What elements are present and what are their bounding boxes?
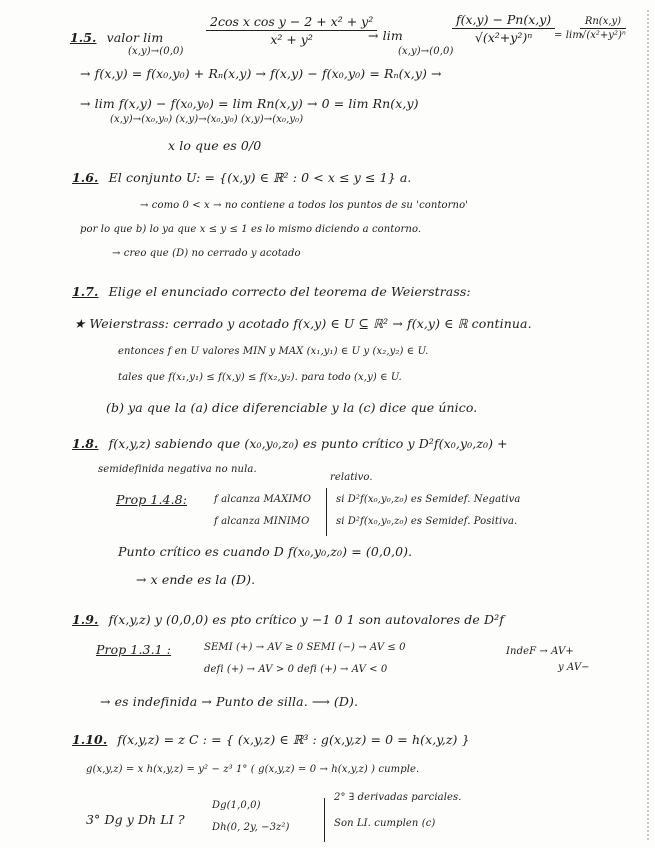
text-line: ★ Weierstrass: cerrado y acotado f(x,y) ∈ U ⊆ ℝ² → f(x,y) ∈ ℝ continua. [74, 316, 532, 331]
text-line: SEMI (+) → AV ≥ 0 SEMI (−) → AV ≤ 0 [204, 642, 406, 653]
text: valor lim [106, 30, 164, 45]
text-line: si D²f(x₀,y₀,z₀) es Semidef. Positiva. [336, 516, 518, 527]
text-line: → f(x,y) = f(x₀,y₀) + Rₙ(x,y) → f(x,y) − f(x₀,y₀) = Rₙ(x,y) → [80, 66, 442, 81]
fraction-denominator: x² + y² [270, 32, 313, 47]
page-edge-marks [643, 10, 649, 840]
text: El conjunto U: = {(x,y) ∈ ℝ² : 0 < x ≤ y ≤ 1} a. [108, 170, 412, 185]
text: f(x,y,z) = z C : = { (x,y,z) ∈ ℝ³ : g(x,y,z) = 0 = h(x,y,z) } [117, 732, 470, 747]
text-line: IndeF → AV+ [506, 646, 574, 657]
exercise-number: 1.9. [72, 612, 99, 627]
exercise-number: 1.6. [72, 170, 99, 185]
text-line: → lim f(x,y) − f(x₀,y₀) = lim Rn(x,y) → 0 = lim Rn(x,y) [80, 96, 419, 111]
annotation: relativo. [330, 472, 373, 483]
limit-arrow: → lim [368, 28, 403, 43]
brace-divider [326, 488, 331, 536]
exercise-1-10-line [72, 732, 470, 747]
exercise-1-5-line [70, 30, 163, 45]
fraction-3 [580, 16, 626, 41]
fraction-numerator: f(x,y) − Pn(x,y) [452, 12, 555, 29]
text: f(x,y,z) sabiendo que (x₀,y₀,z₀) es punto crítico y D²f(x₀,y₀,z₀) + [108, 436, 508, 451]
text-line: f alcanza MINIMO [214, 516, 310, 527]
prop-reference [96, 642, 171, 657]
text-line: si D²f(x₀,y₀,z₀) es Semidef. Negativa [336, 494, 521, 505]
fraction-1 [206, 14, 377, 47]
fraction-2 [452, 12, 555, 45]
exercise-1-8-line [72, 436, 508, 451]
text-line: 2° ∃ derivadas parciales. [334, 792, 462, 803]
text-line: Son LI. cumplen (c) [334, 818, 436, 829]
exercise-number: 1.8. [72, 436, 99, 451]
text: f(x,y,z) y (0,0,0) es pto crítico y −1 0 1 son autovalores de D²f [108, 612, 504, 627]
text-line: defi (+) → AV > 0 defi (+) → AV < 0 [204, 664, 388, 675]
text-line: entonces f en U valores MIN y MAX (x₁,y₁) ∈ U y (x₂,y₂) ∈ U. [118, 346, 429, 357]
exercise-1-6-line [72, 170, 411, 185]
text-line: x lo que es 0/0 [168, 138, 262, 153]
text: Elige el enunciado correcto del teorema de Weierstrass: [108, 284, 471, 299]
limit-equals: = lim [554, 30, 582, 41]
fraction-numerator: Rn(x,y) [580, 16, 626, 29]
text-line: Dh(0, 2y, −3z²) [212, 822, 290, 833]
prop-label: Prop 1.3.1 : [96, 642, 172, 657]
text-line: y AV− [558, 662, 590, 673]
text-line: (b) ya que la (a) dice diferenciable y la (c) dice que único. [106, 400, 478, 415]
fraction-denominator: √(x²+y²)ⁿ [580, 30, 626, 41]
brace-divider [324, 798, 329, 842]
text-line: 3° Dg y Dh LI ? [86, 812, 185, 827]
text-line: tales que f(x₁,y₁) ≤ f(x,y) ≤ f(x₂,y₂). para todo (x,y) ∈ U. [118, 372, 402, 383]
text-line: Dg(1,0,0) [212, 800, 261, 811]
exercise-1-9-line [72, 612, 504, 627]
text-line: Punto crítico es cuando D f(x₀,y₀,z₀) = (0,0,0). [118, 544, 413, 559]
limit-subscript-2: (x,y)→(0,0) [398, 46, 454, 57]
text-line: semidefinida negativa no nula. [98, 464, 257, 475]
prop-label: Prop 1.4.8: [116, 492, 188, 507]
limit-subscripts: (x,y)→(x₀,y₀) (x,y)→(x₀,y₀) (x,y)→(x₀,y₀) [110, 114, 304, 125]
exercise-1-7-line [72, 284, 471, 299]
fraction-numerator: 2cos x cos y − 2 + x² + y² [206, 14, 377, 31]
exercise-number: 1.10. [72, 732, 108, 747]
fraction-denominator: √(x²+y²)ⁿ [474, 30, 533, 45]
text-line: por lo que b) lo ya que x ≤ y ≤ 1 es lo mismo diciendo a contorno. [80, 224, 422, 235]
exercise-number: 1.7. [72, 284, 99, 299]
text-line: → es indefinida → Punto de silla. ⟶ (D). [100, 694, 359, 709]
limit-subscript: (x,y)→(0,0) [128, 46, 184, 57]
text-line: → creo que (D) no cerrado y acotado [112, 248, 301, 259]
text-line: f alcanza MAXIMO [214, 494, 312, 505]
text-line: → x ende es la (D). [136, 572, 256, 587]
prop-reference [116, 492, 187, 507]
text-line: → como 0 < x → no contiene a todos los puntos de su 'contorno' [140, 200, 469, 211]
exercise-number: 1.5. [70, 30, 97, 45]
text-line: g(x,y,z) = x h(x,y,z) = y² − z³ 1° ( g(x,y,z) = 0 → h(x,y,z) ) cumple. [86, 764, 420, 775]
